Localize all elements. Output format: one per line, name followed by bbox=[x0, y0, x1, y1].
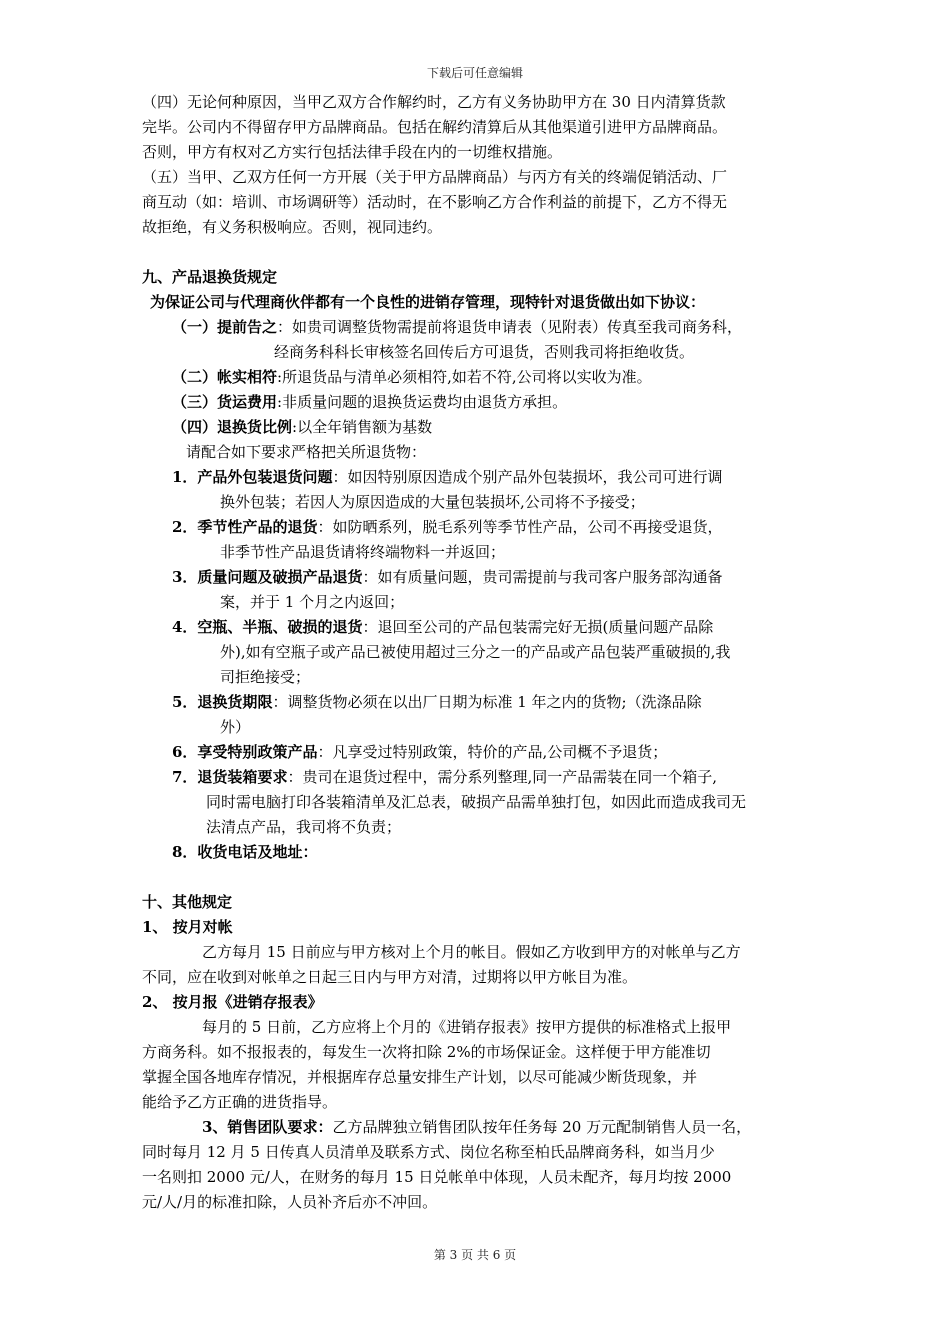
rule-4-label: （四）退换货比例 bbox=[172, 418, 293, 436]
item-4 bbox=[142, 615, 812, 690]
subsection-2-line3: 掌握全国各地库存情况，并根据库存总量安排生产计划，以尽可能减少断货现象，并 bbox=[142, 1068, 698, 1086]
subsection-3-line1: 乙方品牌独立销售团队按年任务每 20 万元配制销售人员一名， bbox=[332, 1118, 752, 1136]
subsection-2-line4: 能给予乙方正确的进货指导。 bbox=[142, 1093, 338, 1111]
rule-3-text: :非质量问题的退换货运费均由退货方承担。 bbox=[277, 393, 568, 411]
item-6-line1: ：凡享受过特别政策，特价的产品,公司概不予退货； bbox=[317, 743, 668, 761]
item-1 bbox=[142, 465, 812, 515]
clause-8-4-line1: （四）无论何种原因，当甲乙双方合作解约时，乙方有义务协助甲方在 30 日内清算货款 bbox=[142, 93, 726, 111]
item-5-label: 5．退换货期限 bbox=[172, 693, 273, 711]
clause-8-5-line1: （五）当甲、乙双方任何一方开展（关于甲方品牌商品）与丙方有关的终端促销活动、厂 bbox=[142, 168, 728, 186]
rule-4-text: :以全年销售额为基数 bbox=[292, 418, 433, 436]
rule-2-text: :所退货品与清单必须相符,如若不符,公司将以实收为准。 bbox=[277, 368, 652, 386]
section-10-title: 十、其他规定 bbox=[142, 893, 233, 911]
clause-8-5-line3: 故拒绝，有义务积极响应。否则，视同违约。 bbox=[142, 218, 443, 236]
item-3-line1: ：如有质量问题，贵司需提前与我司客户服务部沟通备 bbox=[362, 568, 723, 586]
item-8-label: 8．收货电话及地址： bbox=[172, 843, 318, 861]
item-1-label: 1．产品外包装退货问题 bbox=[172, 468, 333, 486]
item-7-line1: ：贵司在退货过程中，需分系列整理,同一产品需装在同一个箱子, bbox=[287, 768, 717, 786]
subsection-3-line2: 同时每月 12 月 5 日传真人员清单及联系方式、岗位名称至柏氏品牌商务科，如当月少 bbox=[142, 1143, 715, 1161]
subsection-1-line2: 不同，应在收到对帐单之日起三日内与甲方对清，过期将以甲方帐目为准。 bbox=[142, 968, 638, 986]
item-2-line2: 非季节性产品退货请将终端物料一并返回； bbox=[220, 543, 506, 561]
rule-2 bbox=[142, 365, 812, 390]
rule-1 bbox=[142, 315, 812, 365]
item-4-label: 4．空瓶、半瓶、破损的退货 bbox=[172, 618, 363, 636]
subsection-2-title: 2、 按月报《进销存报表》 bbox=[142, 993, 323, 1011]
item-7-line2: 同时需电脑打印各装箱清单及汇总表，破损产品需单独打包，如因此而造成我司无 bbox=[206, 793, 747, 811]
clause-8-4-line3: 否则，甲方有权对乙方实行包括法律手段在内的一切维权措施。 bbox=[142, 143, 563, 161]
subsection-3-line4: 元/人/月的标准扣除，人员补齐后亦不冲回。 bbox=[142, 1193, 438, 1211]
rule-1-text: ：如贵司调整货物需提前将退货申请表（见附表）传真至我司商务科， bbox=[277, 318, 743, 336]
item-2-line1: ：如防晒系列，脱毛系列等季节性产品，公司不再接受退货， bbox=[317, 518, 723, 536]
subsection-2-line2: 方商务科。如不报报表的，每发生一次将扣除 2%的市场保证金。这样便于甲方能准切 bbox=[142, 1043, 711, 1061]
rule-2-label: （二）帐实相符 bbox=[172, 368, 278, 386]
item-4-line3: 司拒绝接受； bbox=[220, 668, 311, 686]
item-6 bbox=[142, 740, 812, 765]
rule-1-cont: 经商务科科长审核签名回传后方可退货，否则我司将拒绝收货。 bbox=[274, 343, 695, 361]
item-7 bbox=[142, 765, 812, 840]
item-6-label: 6．享受特别政策产品 bbox=[172, 743, 318, 761]
document-body bbox=[142, 90, 812, 1215]
item-5 bbox=[142, 690, 812, 740]
item-1-line2: 换外包装；若因人为原因造成的大量包装损坏,公司将不予接受； bbox=[220, 493, 645, 511]
item-4-line1: ：退回至公司的产品包装需完好无损(质量问题产品除 bbox=[362, 618, 714, 636]
section-9-intro: 为保证公司与代理商伙伴都有一个良性的进销存管理，现特针对退货做出如下协议： bbox=[150, 293, 706, 311]
return-note: 请配合如下要求严格把关所退货物： bbox=[186, 443, 427, 461]
item-5-line2: 外） bbox=[220, 718, 251, 736]
rule-3-label: （三）货运费用 bbox=[172, 393, 278, 411]
item-3-line2: 案，并于 1 个月之内返回； bbox=[220, 593, 405, 611]
section-9-title: 九、产品退换货规定 bbox=[142, 268, 278, 286]
spacer bbox=[142, 240, 812, 265]
item-3-label: 3．质量问题及破损产品退货 bbox=[172, 568, 363, 586]
rule-4 bbox=[142, 415, 812, 440]
item-7-line3: 法清点产品，我司将不负责； bbox=[206, 818, 402, 836]
subsection-3-line3: 一名则扣 2000 元/人，在财务的每月 15 日兑帐单中体现，人员未配齐，每月均按 2000 bbox=[142, 1168, 732, 1186]
page-footer: 第 3 页 共 6 页 bbox=[433, 1248, 517, 1262]
item-5-line1: ：调整货物必须在以出厂日期为标准 1 年之内的货物;（洗涤品除 bbox=[272, 693, 702, 711]
item-1-line1: ：如因特别原因造成个别产品外包装损坏，我公司可进行调 bbox=[332, 468, 723, 486]
subsection-1-line1: 乙方每月 15 日前应与甲方核对上个月的帐目。假如乙方收到甲方的对帐单与乙方 bbox=[202, 943, 741, 961]
item-2 bbox=[142, 515, 812, 565]
spacer bbox=[142, 865, 812, 890]
page-header: 下载后可任意编辑 bbox=[426, 66, 523, 80]
subsection-1-title: 1、 按月对帐 bbox=[142, 918, 233, 936]
item-7-label: 7．退货装箱要求 bbox=[172, 768, 288, 786]
rule-3 bbox=[142, 390, 812, 415]
item-2-label: 2．季节性产品的退货 bbox=[172, 518, 318, 536]
item-8 bbox=[142, 840, 812, 865]
rule-1-label: （一）提前告之 bbox=[172, 318, 278, 336]
clause-8-4-line2: 完毕。公司内不得留存甲方品牌商品。包括在解约清算后从其他渠道引进甲方品牌商品。 bbox=[142, 118, 728, 136]
item-3 bbox=[142, 565, 812, 615]
subsection-3-label: 3、销售团队要求： bbox=[202, 1118, 333, 1136]
clause-8-5-line2: 商互动（如：培训、市场调研等）活动时，在不影响乙方合作利益的前提下，乙方不得无 bbox=[142, 193, 728, 211]
item-4-line2: 外),如有空瓶子或产品已被使用超过三分之一的产品或产品包装严重破损的,我 bbox=[220, 643, 731, 661]
subsection-2-line1: 每月的 5 日前，乙方应将上个月的《进销存报表》按甲方提供的标准格式上报甲 bbox=[202, 1018, 732, 1036]
